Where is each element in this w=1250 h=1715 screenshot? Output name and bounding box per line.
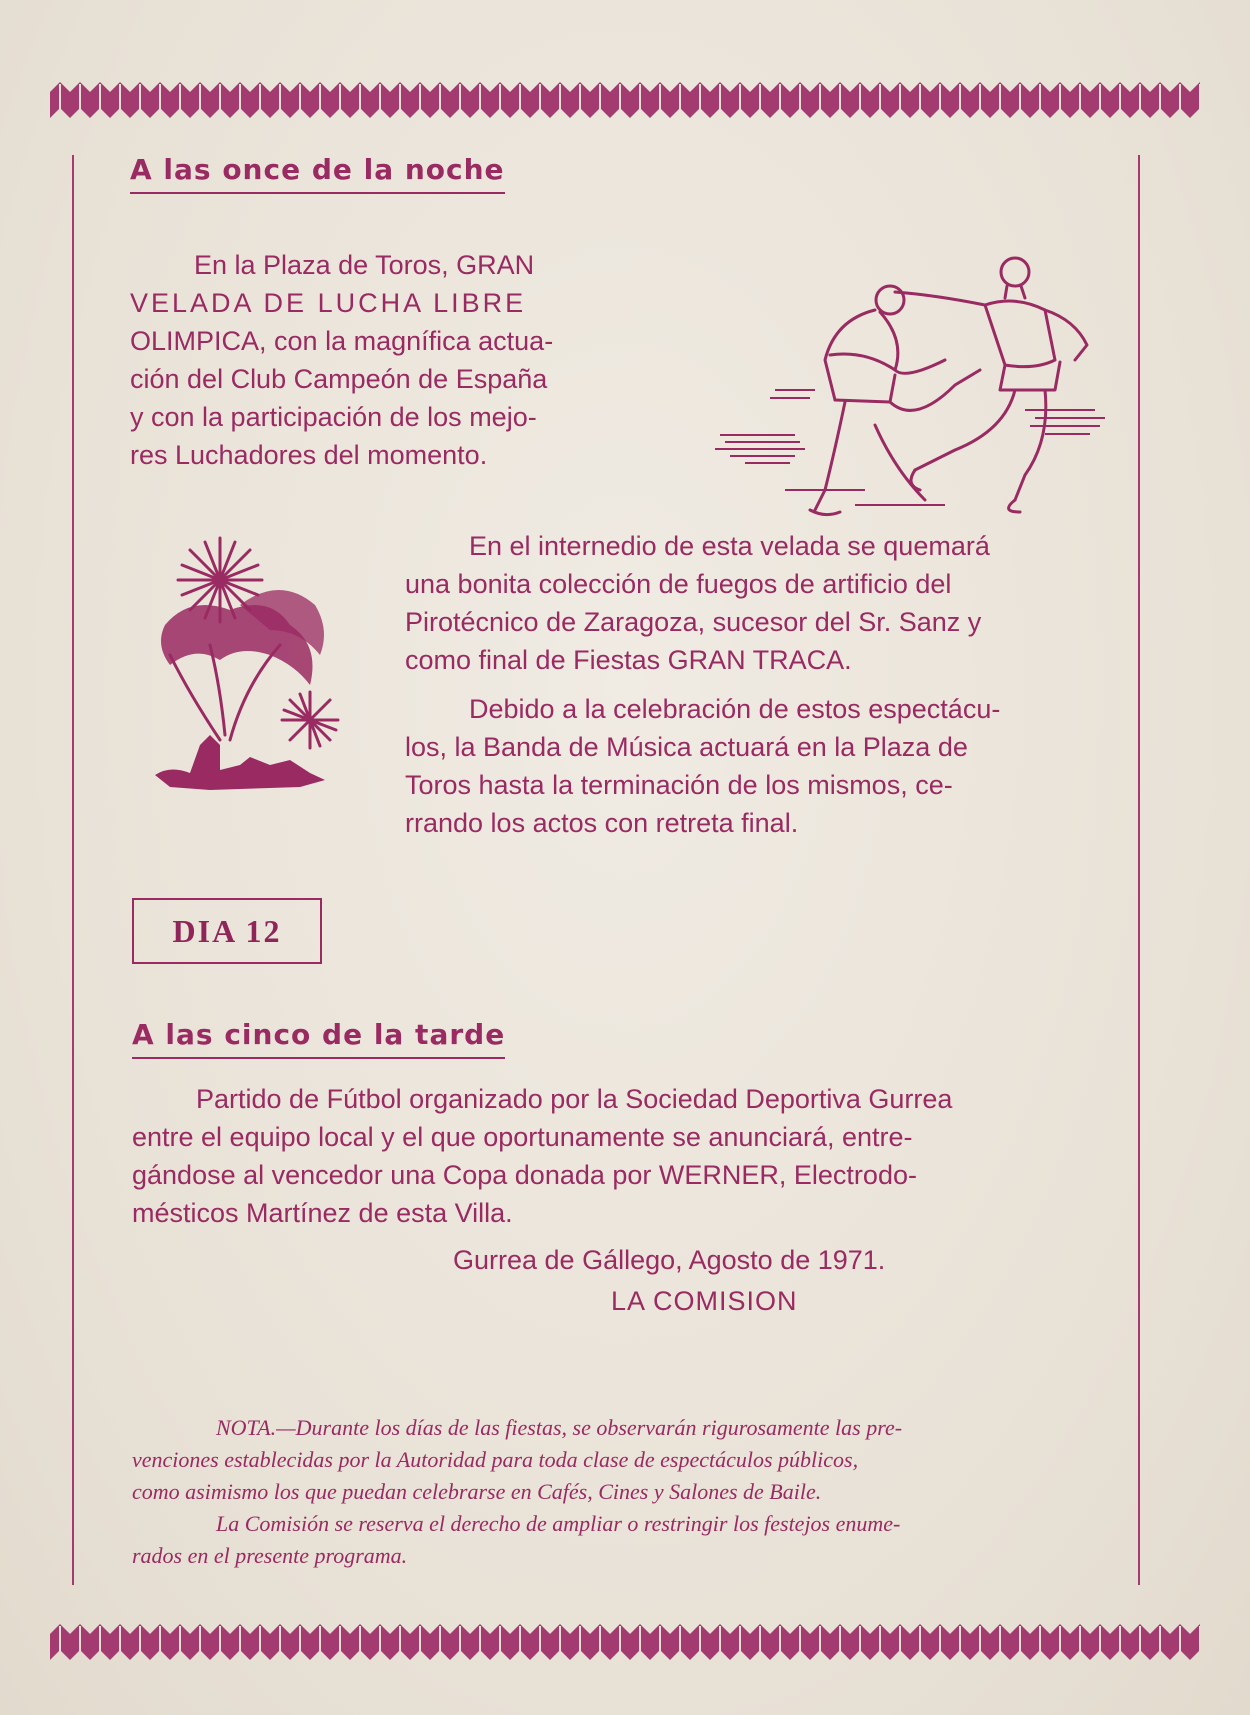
heading-cinco-tarde: A las cinco de la tarde	[132, 1018, 505, 1059]
section3-line: entre el equipo local y el que oportunamente se anunciará, entre-	[132, 1122, 913, 1152]
section2-line: como final de Fiestas GRAN TRACA.	[405, 645, 852, 675]
section2-line: Pirotécnico de Zaragoza, sucesor del Sr. Sanz y	[405, 607, 982, 637]
section2-line: Debido a la celebración de estos espectácu-	[469, 694, 1001, 724]
section2-line: Toros hasta la terminación de los mismos, ce-	[405, 770, 953, 800]
section3-paragraph	[132, 1080, 1122, 1232]
section1-line: res Luchadores del momento.	[130, 440, 488, 470]
section1-line: OLIMPICA, con la magnífica actua-	[130, 326, 554, 356]
section2-line: En el internedio de esta velada se quemará	[469, 531, 990, 561]
nota-paragraph	[132, 1412, 1122, 1572]
section1-line: En la Plaza de Toros, GRAN	[194, 250, 535, 280]
signature: LA COMISION	[611, 1286, 798, 1316]
wrestlers-illustration	[715, 250, 1110, 520]
place-date: Gurrea de Gállego, Agosto de 1971.	[453, 1245, 886, 1275]
section1-line: ción del Club Campeón de España	[130, 364, 548, 394]
section1-line: VELADA DE LUCHA LIBRE	[130, 288, 527, 318]
zigzag-border-bottom	[50, 1620, 1200, 1664]
section2-line: una bonita colección de fuegos de artificio del	[405, 569, 952, 599]
nota-line: La Comisión se reserva el derecho de ampliar o restringir los festejos enume-	[216, 1511, 901, 1536]
day-label-box: DIA 12	[132, 898, 322, 964]
zigzag-border-top	[50, 78, 1200, 122]
section2-paragraph-2	[405, 690, 1118, 842]
nota-line: rados en el presente programa.	[132, 1543, 408, 1568]
section1-paragraph	[130, 246, 642, 474]
fireworks-illustration	[150, 535, 350, 820]
section2-paragraph-1	[405, 527, 1118, 679]
nota-line: como asimismo los que puedan celebrarse en Cafés, Cines y Salones de Baile.	[132, 1479, 822, 1504]
section3-line: mésticos Martínez de esta Villa.	[132, 1198, 513, 1228]
heading-once-noche: A las once de la noche	[130, 153, 505, 194]
section1-line: y con la participación de los mejo-	[130, 402, 537, 432]
frame-line-right	[1138, 155, 1140, 1585]
frame-line-left	[72, 155, 74, 1585]
section3-line: Partido de Fútbol organizado por la Sociedad Deportiva Gurrea	[196, 1084, 953, 1114]
nota-line: NOTA.—Durante los días de las fiestas, se observarán rigurosamente las pre-	[216, 1415, 903, 1440]
section3-line: gándose al vencedor una Copa donada por WERNER, Electrodo-	[132, 1160, 917, 1190]
section2-line: los, la Banda de Música actuará en la Plaza de	[405, 732, 968, 762]
nota-line: venciones establecidas por la Autoridad para toda clase de espectáculos públicos,	[132, 1447, 859, 1472]
section2-line: rrando los actos con retreta final.	[405, 808, 799, 838]
